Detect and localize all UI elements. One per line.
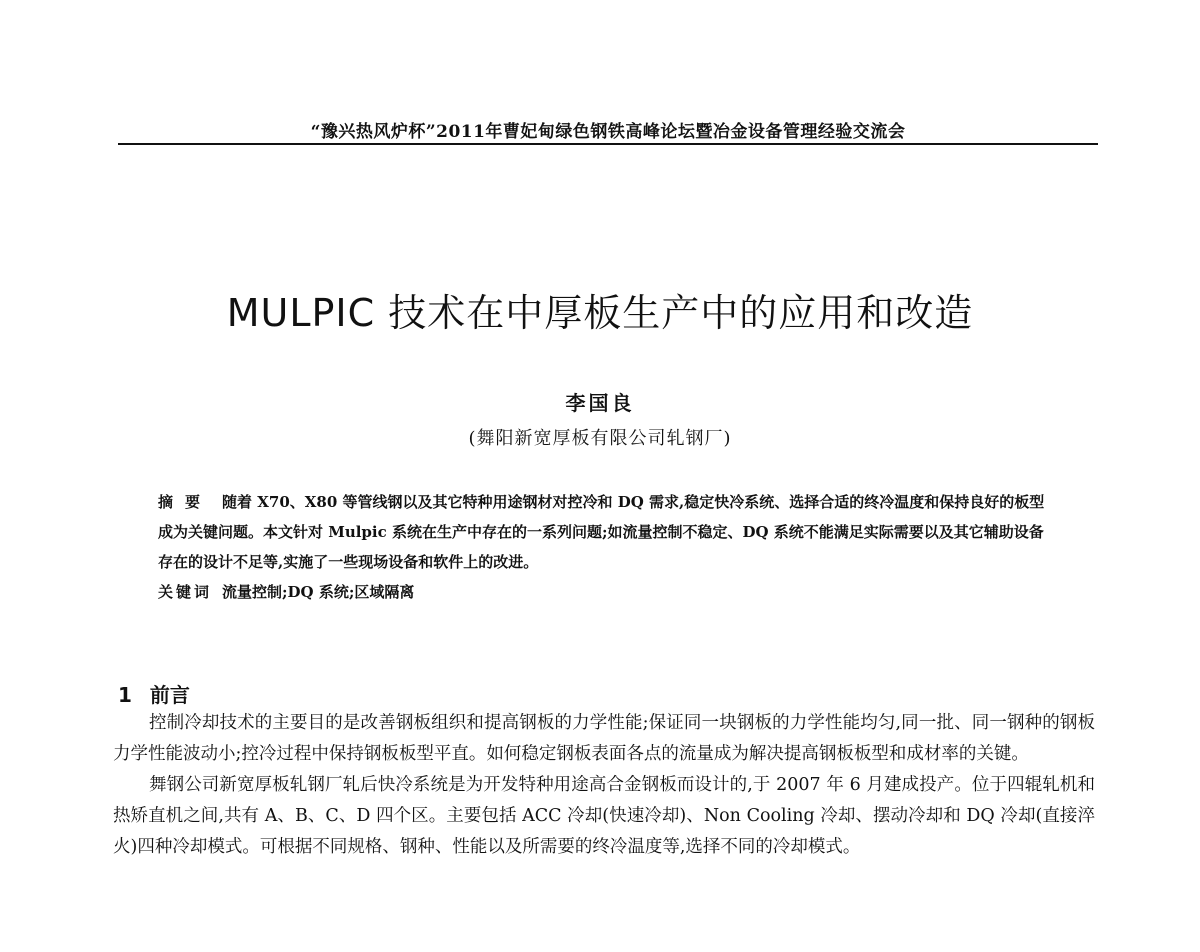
author-name: 李国良 [565, 391, 635, 415]
body-paragraph: 舞钢公司新宽厚板轧钢厂轧后快冷系统是为开发特种用途高合金钢板而设计的,于 2007 年 6 月建成投产。位于四辊轧机和热矫直机之间,共有 A、B、C、D 四个区。主要包括 ACC 冷却(快速冷却)、Non Cooling 冷却、摆动冷却和 DQ 冷却(直接淬火)四种冷却模式。可根据不同规格、钢种、性能以及所需要的终冷温度等,选择不同的冷却模式。 [113, 775, 1095, 857]
running-header: “豫兴热风炉杯”2011年曹妃甸绿色钢铁高峰论坛暨冶金设备管理经验交流会 [310, 122, 906, 142]
body-paragraph: 控制冷却技术的主要目的是改善钢板组织和提高钢板的力学性能;保证同一块钢板的力学性能均匀,同一批、同一钢种的钢板力学性能波动小;控冷过程中保持钢板板型平直。如何稳定钢板表面各点的流量成为解决提高钢板板型和成材率的关键。 [113, 713, 1095, 764]
section-body [113, 708, 1095, 863]
abstract-paragraph [158, 487, 1058, 577]
keywords-line [158, 577, 1058, 607]
header-rule [118, 143, 1098, 145]
section-heading [118, 679, 190, 708]
paper-title: MULPIC 技术在中厚板生产中的应用和改造 [226, 291, 974, 335]
abstract-block [158, 487, 1058, 607]
abstract-text: 随着 X70、X80 等管线钢以及其它特种用途钢材对控冷和 DQ 需求,稳定快冷系统、选择合适的终冷温度和保持良好的板型成为关键问题。本文针对 Mulpic 系统在生产中存在的一系列问题;如流量控制不稳定、DQ 系统不能满足实际需要以及其它辅助设备存在的设计不足等,实施了一些现场设备和软件上的改进。 [158, 493, 1045, 571]
keywords-label: 关键词 [158, 583, 213, 601]
section-number: 1 [118, 683, 132, 707]
section-title: 前言 [149, 683, 190, 707]
author-affiliation: (舞阳新宽厚板有限公司轧钢厂) [468, 428, 732, 449]
abstract-label: 摘要 [158, 493, 213, 511]
keywords-text: 流量控制;DQ 系统;区域隔离 [222, 583, 415, 601]
